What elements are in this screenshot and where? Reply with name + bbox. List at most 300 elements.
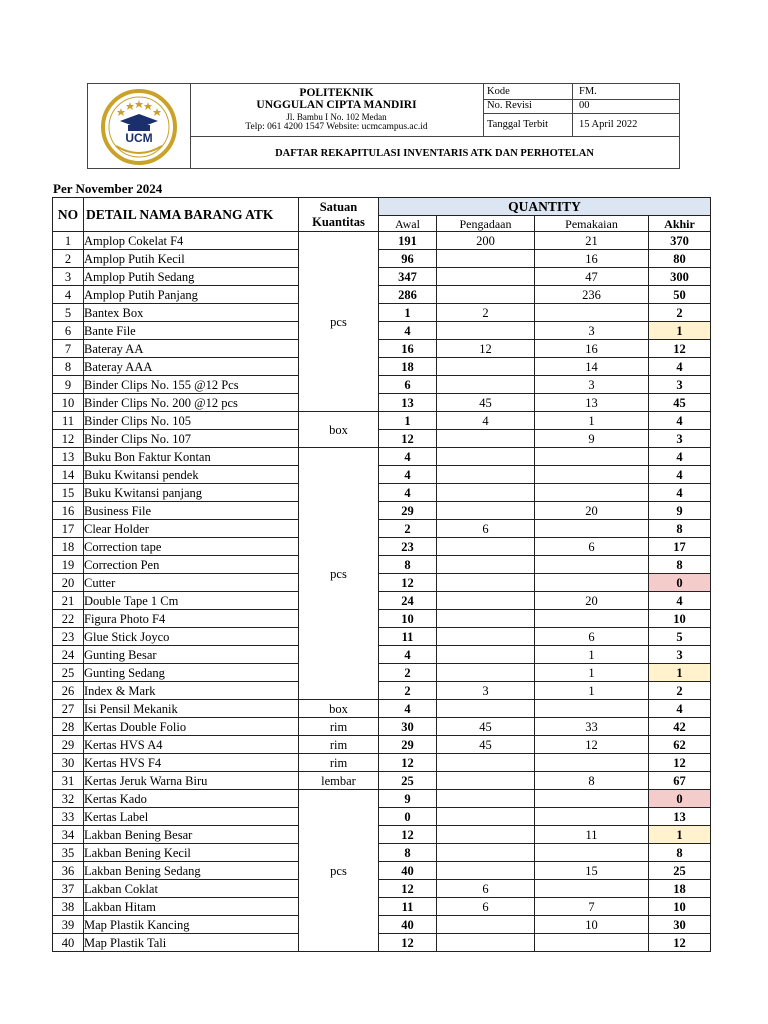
item-name: Kertas HVS A4: [84, 736, 299, 754]
row-number: 38: [53, 898, 84, 916]
qty-akhir: 12: [649, 754, 711, 772]
item-name: Map Plastik Tali: [84, 934, 299, 952]
qty-pemakaian: 14: [535, 358, 649, 376]
table-row: [53, 358, 711, 376]
qty-pengadaan: [437, 862, 535, 880]
period-label: Per November 2024: [53, 181, 163, 196]
item-name: Binder Clips No. 155 @12 Pcs: [84, 376, 299, 394]
qty-akhir: 30: [649, 916, 711, 934]
qty-pengadaan: [437, 700, 535, 718]
qty-pengadaan: [437, 574, 535, 592]
table-row: [53, 322, 711, 340]
table-row: [53, 862, 711, 880]
item-name: Lakban Bening Sedang: [84, 862, 299, 880]
qty-pemakaian: [535, 610, 649, 628]
qty-pengadaan: [437, 538, 535, 556]
row-number: 7: [53, 340, 84, 358]
document-title: DAFTAR REKAPITULASI INVENTARIS ATK DAN PERHOTELAN: [190, 136, 679, 169]
table-row: [53, 790, 711, 808]
item-name: Buku Bon Faktur Kontan: [84, 448, 299, 466]
org-contact: Telp: 061 4200 1547 Website: ucmcampus.ac.id: [245, 122, 428, 132]
qty-awal: 4: [379, 484, 437, 502]
table-row: [53, 430, 711, 448]
qty-akhir: 12: [649, 934, 711, 952]
table-row: [53, 772, 711, 790]
row-number: 24: [53, 646, 84, 664]
row-number: 2: [53, 250, 84, 268]
qty-akhir: 4: [649, 592, 711, 610]
qty-pemakaian: 16: [535, 250, 649, 268]
qty-awal: 29: [379, 502, 437, 520]
item-name: Cutter: [84, 574, 299, 592]
item-name: Index & Mark: [84, 682, 299, 700]
row-number: 34: [53, 826, 84, 844]
qty-akhir: 17: [649, 538, 711, 556]
qty-akhir: 2: [649, 304, 711, 322]
meta-row-tanggal: [483, 113, 679, 136]
org-name-line1: POLITEKNIK: [299, 87, 374, 99]
table-row: [53, 394, 711, 412]
item-name: Buku Kwitansi panjang: [84, 484, 299, 502]
table-row: [53, 682, 711, 700]
table-row: [53, 718, 711, 736]
qty-awal: 4: [379, 322, 437, 340]
table-row: [53, 754, 711, 772]
qty-akhir: 1: [649, 664, 711, 682]
qty-awal: 12: [379, 574, 437, 592]
qty-awal: 13: [379, 394, 437, 412]
item-name: Kertas HVS F4: [84, 754, 299, 772]
meta-key: Tanggal Terbit: [483, 113, 573, 136]
row-number: 28: [53, 718, 84, 736]
meta-row-kode: [483, 84, 679, 100]
item-name: Lakban Bening Besar: [84, 826, 299, 844]
qty-akhir: 62: [649, 736, 711, 754]
qty-pemakaian: 20: [535, 502, 649, 520]
table-row: [53, 520, 711, 538]
qty-pengadaan: [437, 646, 535, 664]
table-row: [53, 844, 711, 862]
row-number: 35: [53, 844, 84, 862]
qty-pengadaan: [437, 628, 535, 646]
col-header-pemakaian: Pemakaian: [535, 216, 649, 232]
qty-pengadaan: [437, 286, 535, 304]
item-name: Figura Photo F4: [84, 610, 299, 628]
qty-akhir: 3: [649, 376, 711, 394]
qty-pengadaan: [437, 808, 535, 826]
row-number: 22: [53, 610, 84, 628]
qty-akhir: 4: [649, 358, 711, 376]
item-name: Bateray AAA: [84, 358, 299, 376]
qty-awal: 286: [379, 286, 437, 304]
qty-pemakaian: 1: [535, 646, 649, 664]
qty-akhir: 1: [649, 826, 711, 844]
qty-akhir: 3: [649, 430, 711, 448]
table-row: [53, 466, 711, 484]
row-number: 30: [53, 754, 84, 772]
table-row: [53, 304, 711, 322]
row-number: 14: [53, 466, 84, 484]
qty-akhir: 10: [649, 898, 711, 916]
qty-pengadaan: [437, 916, 535, 934]
qty-pengadaan: [437, 610, 535, 628]
col-header-unit: Satuan Kuantitas: [299, 198, 379, 232]
qty-pemakaian: 1: [535, 664, 649, 682]
qty-pemakaian: 13: [535, 394, 649, 412]
qty-awal: 12: [379, 826, 437, 844]
qty-pemakaian: 33: [535, 718, 649, 736]
table-row: [53, 934, 711, 952]
row-number: 40: [53, 934, 84, 952]
row-number: 36: [53, 862, 84, 880]
row-number: 21: [53, 592, 84, 610]
qty-awal: 191: [379, 232, 437, 250]
qty-akhir: 25: [649, 862, 711, 880]
qty-pemakaian: 6: [535, 628, 649, 646]
table-row: [53, 700, 711, 718]
qty-akhir: 67: [649, 772, 711, 790]
qty-pengadaan: 6: [437, 880, 535, 898]
qty-akhir: 0: [649, 574, 711, 592]
unit-cell: box: [299, 700, 379, 718]
item-name: Glue Stick Joyco: [84, 628, 299, 646]
qty-pemakaian: 1: [535, 682, 649, 700]
item-name: Kertas Jeruk Warna Biru: [84, 772, 299, 790]
qty-pengadaan: [437, 844, 535, 862]
document-meta: [483, 84, 679, 136]
table-row: [53, 448, 711, 466]
qty-pemakaian: 8: [535, 772, 649, 790]
svg-text:UCM: UCM: [125, 131, 153, 145]
table-row: [53, 484, 711, 502]
item-name: Kertas Double Folio: [84, 718, 299, 736]
row-number: 4: [53, 286, 84, 304]
row-number: 9: [53, 376, 84, 394]
qty-akhir: 8: [649, 556, 711, 574]
qty-pengadaan: 4: [437, 412, 535, 430]
item-name: Correction tape: [84, 538, 299, 556]
logo-cell: [88, 84, 191, 168]
row-number: 39: [53, 916, 84, 934]
row-number: 15: [53, 484, 84, 502]
item-name: Double Tape 1 Cm: [84, 592, 299, 610]
qty-pemakaian: 6: [535, 538, 649, 556]
qty-awal: 24: [379, 592, 437, 610]
qty-awal: 2: [379, 682, 437, 700]
qty-pengadaan: [437, 664, 535, 682]
row-number: 8: [53, 358, 84, 376]
col-header-akhir: Akhir: [649, 216, 711, 232]
qty-pemakaian: [535, 448, 649, 466]
item-name: Binder Clips No. 200 @12 pcs: [84, 394, 299, 412]
table-row: [53, 880, 711, 898]
unit-cell: pcs: [299, 232, 379, 412]
inventory-table: [52, 197, 711, 952]
qty-awal: 12: [379, 934, 437, 952]
qty-akhir: 4: [649, 412, 711, 430]
qty-pemakaian: [535, 466, 649, 484]
table-row: [53, 592, 711, 610]
qty-pemakaian: 16: [535, 340, 649, 358]
qty-awal: 1: [379, 304, 437, 322]
row-number: 10: [53, 394, 84, 412]
row-number: 23: [53, 628, 84, 646]
item-name: Kertas Kado: [84, 790, 299, 808]
qty-pemakaian: [535, 304, 649, 322]
table-row: [53, 538, 711, 556]
qty-awal: 16: [379, 340, 437, 358]
table-row: [53, 646, 711, 664]
qty-awal: 6: [379, 376, 437, 394]
table-row: [53, 250, 711, 268]
meta-row-revisi: [483, 99, 679, 114]
qty-akhir: 300: [649, 268, 711, 286]
qty-pemakaian: 21: [535, 232, 649, 250]
qty-pemakaian: 3: [535, 322, 649, 340]
qty-pengadaan: 2: [437, 304, 535, 322]
ucm-logo-icon: [88, 84, 190, 168]
qty-pengadaan: [437, 826, 535, 844]
item-name: Bante File: [84, 322, 299, 340]
qty-pemakaian: 47: [535, 268, 649, 286]
row-number: 5: [53, 304, 84, 322]
item-name: Correction Pen: [84, 556, 299, 574]
qty-awal: 0: [379, 808, 437, 826]
qty-pengadaan: [437, 790, 535, 808]
qty-pemakaian: [535, 574, 649, 592]
unit-cell: rim: [299, 736, 379, 754]
item-name: Lakban Hitam: [84, 898, 299, 916]
item-name: Lakban Bening Kecil: [84, 844, 299, 862]
qty-akhir: 4: [649, 448, 711, 466]
col-header-no: NO: [53, 198, 84, 232]
qty-akhir: 3: [649, 646, 711, 664]
qty-akhir: 370: [649, 232, 711, 250]
qty-awal: 4: [379, 700, 437, 718]
qty-akhir: 4: [649, 700, 711, 718]
col-header-awal: Awal: [379, 216, 437, 232]
item-name: Binder Clips No. 105: [84, 412, 299, 430]
qty-awal: 25: [379, 772, 437, 790]
qty-akhir: 10: [649, 610, 711, 628]
row-number: 25: [53, 664, 84, 682]
item-name: Gunting Sedang: [84, 664, 299, 682]
qty-awal: 29: [379, 736, 437, 754]
item-name: Business File: [84, 502, 299, 520]
table-row: [53, 610, 711, 628]
qty-akhir: 80: [649, 250, 711, 268]
qty-pengadaan: [437, 484, 535, 502]
qty-pemakaian: 11: [535, 826, 649, 844]
inventory-table-body: [53, 232, 711, 952]
qty-pemakaian: 7: [535, 898, 649, 916]
qty-pemakaian: [535, 790, 649, 808]
qty-pemakaian: 236: [535, 286, 649, 304]
qty-awal: 12: [379, 754, 437, 772]
row-number: 19: [53, 556, 84, 574]
qty-pengadaan: [437, 754, 535, 772]
row-number: 33: [53, 808, 84, 826]
qty-awal: 10: [379, 610, 437, 628]
item-name: Lakban Coklat: [84, 880, 299, 898]
qty-awal: 2: [379, 664, 437, 682]
qty-pengadaan: [437, 430, 535, 448]
qty-akhir: 50: [649, 286, 711, 304]
item-name: Amplop Cokelat F4: [84, 232, 299, 250]
qty-pengadaan: [437, 934, 535, 952]
qty-pemakaian: 10: [535, 916, 649, 934]
qty-pengadaan: 45: [437, 736, 535, 754]
unit-cell: rim: [299, 718, 379, 736]
qty-awal: 1: [379, 412, 437, 430]
org-name-line2: UNGGULAN CIPTA MANDIRI: [256, 99, 417, 111]
col-header-quantity: QUANTITY: [379, 198, 711, 216]
row-number: 16: [53, 502, 84, 520]
item-name: Bantex Box: [84, 304, 299, 322]
qty-pengadaan: [437, 772, 535, 790]
qty-pemakaian: [535, 880, 649, 898]
qty-akhir: 4: [649, 484, 711, 502]
item-name: Map Plastik Kancing: [84, 916, 299, 934]
item-name: Amplop Putih Panjang: [84, 286, 299, 304]
row-number: 26: [53, 682, 84, 700]
qty-pengadaan: [437, 376, 535, 394]
item-name: Gunting Besar: [84, 646, 299, 664]
table-row: [53, 232, 711, 250]
qty-akhir: 9: [649, 502, 711, 520]
row-number: 17: [53, 520, 84, 538]
qty-awal: 40: [379, 916, 437, 934]
col-header-name: DETAIL NAMA BARANG ATK: [84, 198, 299, 232]
organization-block: [190, 84, 484, 136]
meta-value: FM.: [579, 86, 597, 97]
qty-awal: 4: [379, 646, 437, 664]
qty-akhir: 4: [649, 466, 711, 484]
table-row: [53, 268, 711, 286]
meta-key: No. Revisi: [483, 99, 573, 113]
item-name: Clear Holder: [84, 520, 299, 538]
qty-awal: 11: [379, 628, 437, 646]
qty-akhir: 8: [649, 844, 711, 862]
qty-awal: 11: [379, 898, 437, 916]
item-name: Isi Pensil Mekanik: [84, 700, 299, 718]
qty-pemakaian: [535, 754, 649, 772]
qty-akhir: 8: [649, 520, 711, 538]
row-number: 6: [53, 322, 84, 340]
qty-pengadaan: [437, 502, 535, 520]
item-name: Buku Kwitansi pendek: [84, 466, 299, 484]
col-header-pengadaan: Pengadaan: [437, 216, 535, 232]
qty-akhir: 45: [649, 394, 711, 412]
qty-pemakaian: 3: [535, 376, 649, 394]
qty-pengadaan: 200: [437, 232, 535, 250]
qty-akhir: 42: [649, 718, 711, 736]
qty-awal: 96: [379, 250, 437, 268]
row-number: 13: [53, 448, 84, 466]
table-row: [53, 808, 711, 826]
table-row: [53, 628, 711, 646]
qty-awal: 4: [379, 466, 437, 484]
table-row: [53, 664, 711, 682]
row-number: 1: [53, 232, 84, 250]
item-name: Amplop Putih Sedang: [84, 268, 299, 286]
qty-akhir: 18: [649, 880, 711, 898]
qty-pemakaian: 15: [535, 862, 649, 880]
qty-pengadaan: [437, 466, 535, 484]
table-row: [53, 376, 711, 394]
qty-akhir: 12: [649, 340, 711, 358]
qty-pengadaan: 6: [437, 898, 535, 916]
qty-akhir: 13: [649, 808, 711, 826]
org-address: Jl. Bambu I No. 102 Medan: [286, 112, 387, 122]
qty-awal: 40: [379, 862, 437, 880]
qty-akhir: 2: [649, 682, 711, 700]
qty-pemakaian: 1: [535, 412, 649, 430]
meta-value: 00: [579, 100, 590, 111]
qty-pemakaian: [535, 844, 649, 862]
row-number: 32: [53, 790, 84, 808]
row-number: 20: [53, 574, 84, 592]
qty-pengadaan: [437, 448, 535, 466]
unit-cell: box: [299, 412, 379, 448]
qty-pemakaian: [535, 934, 649, 952]
unit-cell: rim: [299, 754, 379, 772]
table-row: [53, 412, 711, 430]
qty-pemakaian: [535, 520, 649, 538]
qty-pemakaian: 12: [535, 736, 649, 754]
qty-pemakaian: 20: [535, 592, 649, 610]
row-number: 29: [53, 736, 84, 754]
row-number: 3: [53, 268, 84, 286]
table-row: [53, 286, 711, 304]
qty-pemakaian: 9: [535, 430, 649, 448]
qty-pengadaan: [437, 592, 535, 610]
item-name: Bateray AA: [84, 340, 299, 358]
document-header: [87, 83, 680, 169]
row-number: 18: [53, 538, 84, 556]
qty-awal: 23: [379, 538, 437, 556]
qty-awal: 12: [379, 430, 437, 448]
qty-pengadaan: 45: [437, 718, 535, 736]
row-number: 37: [53, 880, 84, 898]
meta-value: 15 April 2022: [579, 119, 638, 130]
qty-pengadaan: 45: [437, 394, 535, 412]
qty-pengadaan: [437, 322, 535, 340]
qty-pengadaan: [437, 358, 535, 376]
row-number: 31: [53, 772, 84, 790]
qty-akhir: 0: [649, 790, 711, 808]
table-row: [53, 736, 711, 754]
item-name: Amplop Putih Kecil: [84, 250, 299, 268]
table-row: [53, 556, 711, 574]
qty-akhir: 1: [649, 322, 711, 340]
item-name: Kertas Label: [84, 808, 299, 826]
qty-awal: 30: [379, 718, 437, 736]
qty-awal: 12: [379, 880, 437, 898]
qty-akhir: 5: [649, 628, 711, 646]
qty-awal: 8: [379, 556, 437, 574]
item-name: Binder Clips No. 107: [84, 430, 299, 448]
table-row: [53, 898, 711, 916]
row-number: 27: [53, 700, 84, 718]
table-row: [53, 916, 711, 934]
qty-pengadaan: [437, 556, 535, 574]
row-number: 12: [53, 430, 84, 448]
table-row: [53, 574, 711, 592]
qty-pengadaan: 3: [437, 682, 535, 700]
qty-awal: 2: [379, 520, 437, 538]
table-row: [53, 502, 711, 520]
